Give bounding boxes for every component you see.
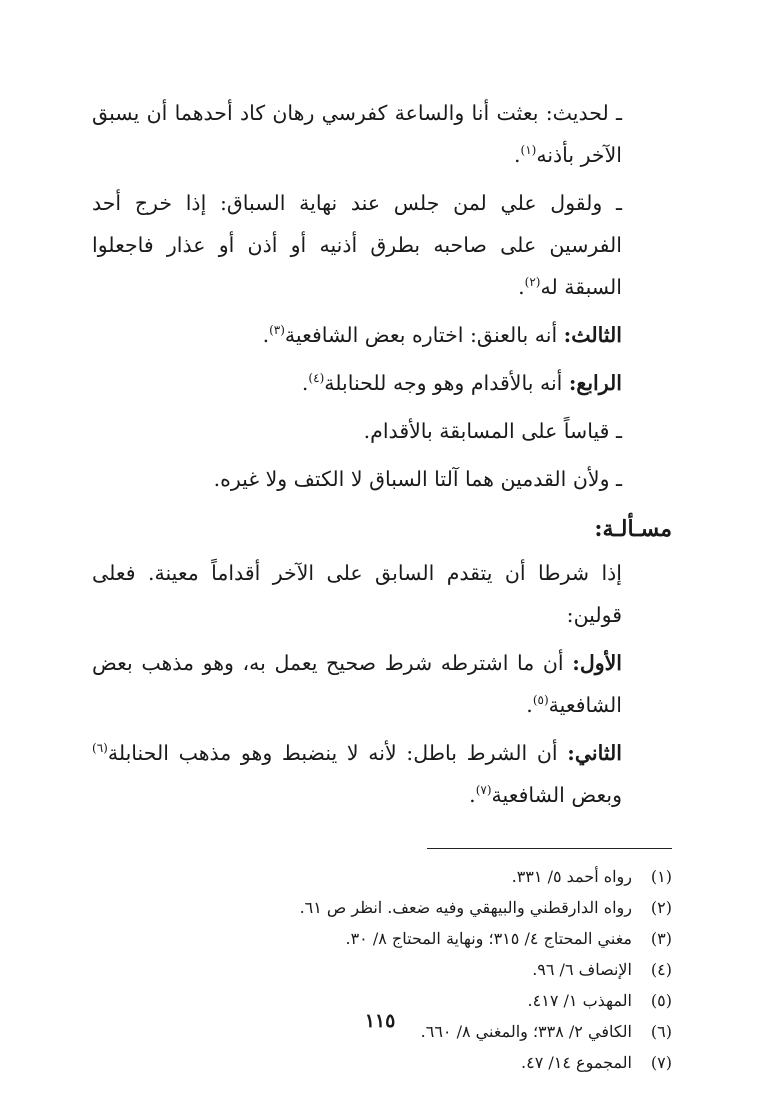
footnote-ref-1[interactable]: (١) <box>520 143 537 158</box>
footnote-text: رواه الدارقطني والبيهقي وفيه ضعف. انظر ص ٦١. <box>299 898 632 917</box>
footnote-number: (٧) <box>650 1053 672 1072</box>
footnote-item <box>92 1047 672 1078</box>
footnotes-list <box>92 861 672 1078</box>
footnote-ref-3[interactable]: (٣) <box>269 323 285 338</box>
period: . <box>526 693 533 717</box>
paragraph-question <box>92 552 672 636</box>
footnote-ref-6[interactable]: (٦) <box>92 741 108 756</box>
footnote-text: المجموع ١٤/ ٤٧. <box>521 1053 632 1072</box>
paragraph-first-answer <box>92 642 672 726</box>
paragraph-text: ـ ولأن القدمين هما آلتا السباق لا الكتف ولا غيره. <box>213 467 622 491</box>
paragraph-text: ـ ولقول علي لمن جلس عند نهاية السباق: إذا خرج أحد الفرسين على صاحبه بطرق أذنيه أو أذن أو عذار فاجعلوا السبقة له <box>92 191 622 299</box>
section-heading: مسـألـة: <box>594 516 672 542</box>
footnote-separator <box>427 848 672 849</box>
paragraph-text-continued: وبعض الشافعية <box>491 783 622 807</box>
page-number: ١١٥ <box>364 1010 396 1032</box>
paragraph-feet-argument <box>92 458 672 500</box>
paragraph-second-answer <box>92 732 672 816</box>
period: . <box>513 143 521 167</box>
footnote-item <box>92 892 672 923</box>
opinion-label-first: الأول: <box>572 651 622 675</box>
opinion-label-fourth: الرابع: <box>568 371 622 395</box>
paragraph-ali-saying <box>92 182 672 308</box>
footnote-item <box>92 954 672 985</box>
opinion-label-third: الثالث: <box>563 323 622 347</box>
footnote-ref-5[interactable]: (٥) <box>532 693 549 708</box>
paragraph-hadith <box>92 92 672 176</box>
footnote-item <box>92 861 672 892</box>
period: . <box>469 783 476 807</box>
paragraph-text: أن ما اشترطه شرط صحيح يعمل به، وهو مذهب بعض الشافعية <box>92 651 622 717</box>
footnote-text: المهذب ١/ ٤١٧. <box>527 991 632 1010</box>
period: . <box>301 371 309 395</box>
footnote-text: رواه أحمد ٥/ ٣٣١. <box>511 867 632 886</box>
footnote-number: (٤) <box>650 960 672 979</box>
footnote-ref-7[interactable]: (٧) <box>475 783 492 798</box>
paragraph-fourth-opinion <box>92 362 672 404</box>
opinion-label-second: الثاني: <box>567 741 622 765</box>
paragraph-text: أن الشرط باطل: لأنه لا ينضبط وهو مذهب الحنابلة <box>107 741 568 765</box>
paragraph-text: ـ قياساً على المسابقة بالأقدام. <box>363 419 622 443</box>
footnote-number: (٦) <box>650 1022 672 1041</box>
period: . <box>262 323 270 347</box>
paragraph-text: ـ لحديث: بعثت أنا والساعة كفرسي رهان كاد أحدهما أن يسبق الآخر بأذنه <box>92 101 622 167</box>
footnote-text: الإنصاف ٦/ ٩٦. <box>532 960 632 979</box>
footnote-number: (٢) <box>650 898 672 917</box>
footnote-item <box>92 923 672 954</box>
paragraph-text: إذا شرطا أن يتقدم السابق على الآخر أقداماً معينة. فعلى قولين: <box>92 561 622 627</box>
footnote-ref-2[interactable]: (٢) <box>524 275 541 290</box>
footnote-number: (٥) <box>650 991 672 1010</box>
paragraph-analogy <box>92 410 672 452</box>
footnote-text: مغني المحتاج ٤/ ٣١٥؛ ونهاية المحتاج ٨/ ٣٠. <box>345 929 632 948</box>
footnote-ref-4[interactable]: (٤) <box>308 371 325 386</box>
period: . <box>518 275 525 299</box>
paragraph-text: أنه بالأقدام وهو وجه للحنابلة <box>324 371 569 395</box>
footnote-number: (١) <box>650 867 672 886</box>
paragraph-text: أنه بالعنق: اختاره بعض الشافعية <box>284 323 564 347</box>
footnote-number: (٣) <box>650 929 672 948</box>
footnote-text: الكافي ٢/ ٣٣٨؛ والمغني ٨/ ٦٦٠. <box>420 1022 632 1041</box>
paragraph-third-opinion <box>92 314 672 356</box>
